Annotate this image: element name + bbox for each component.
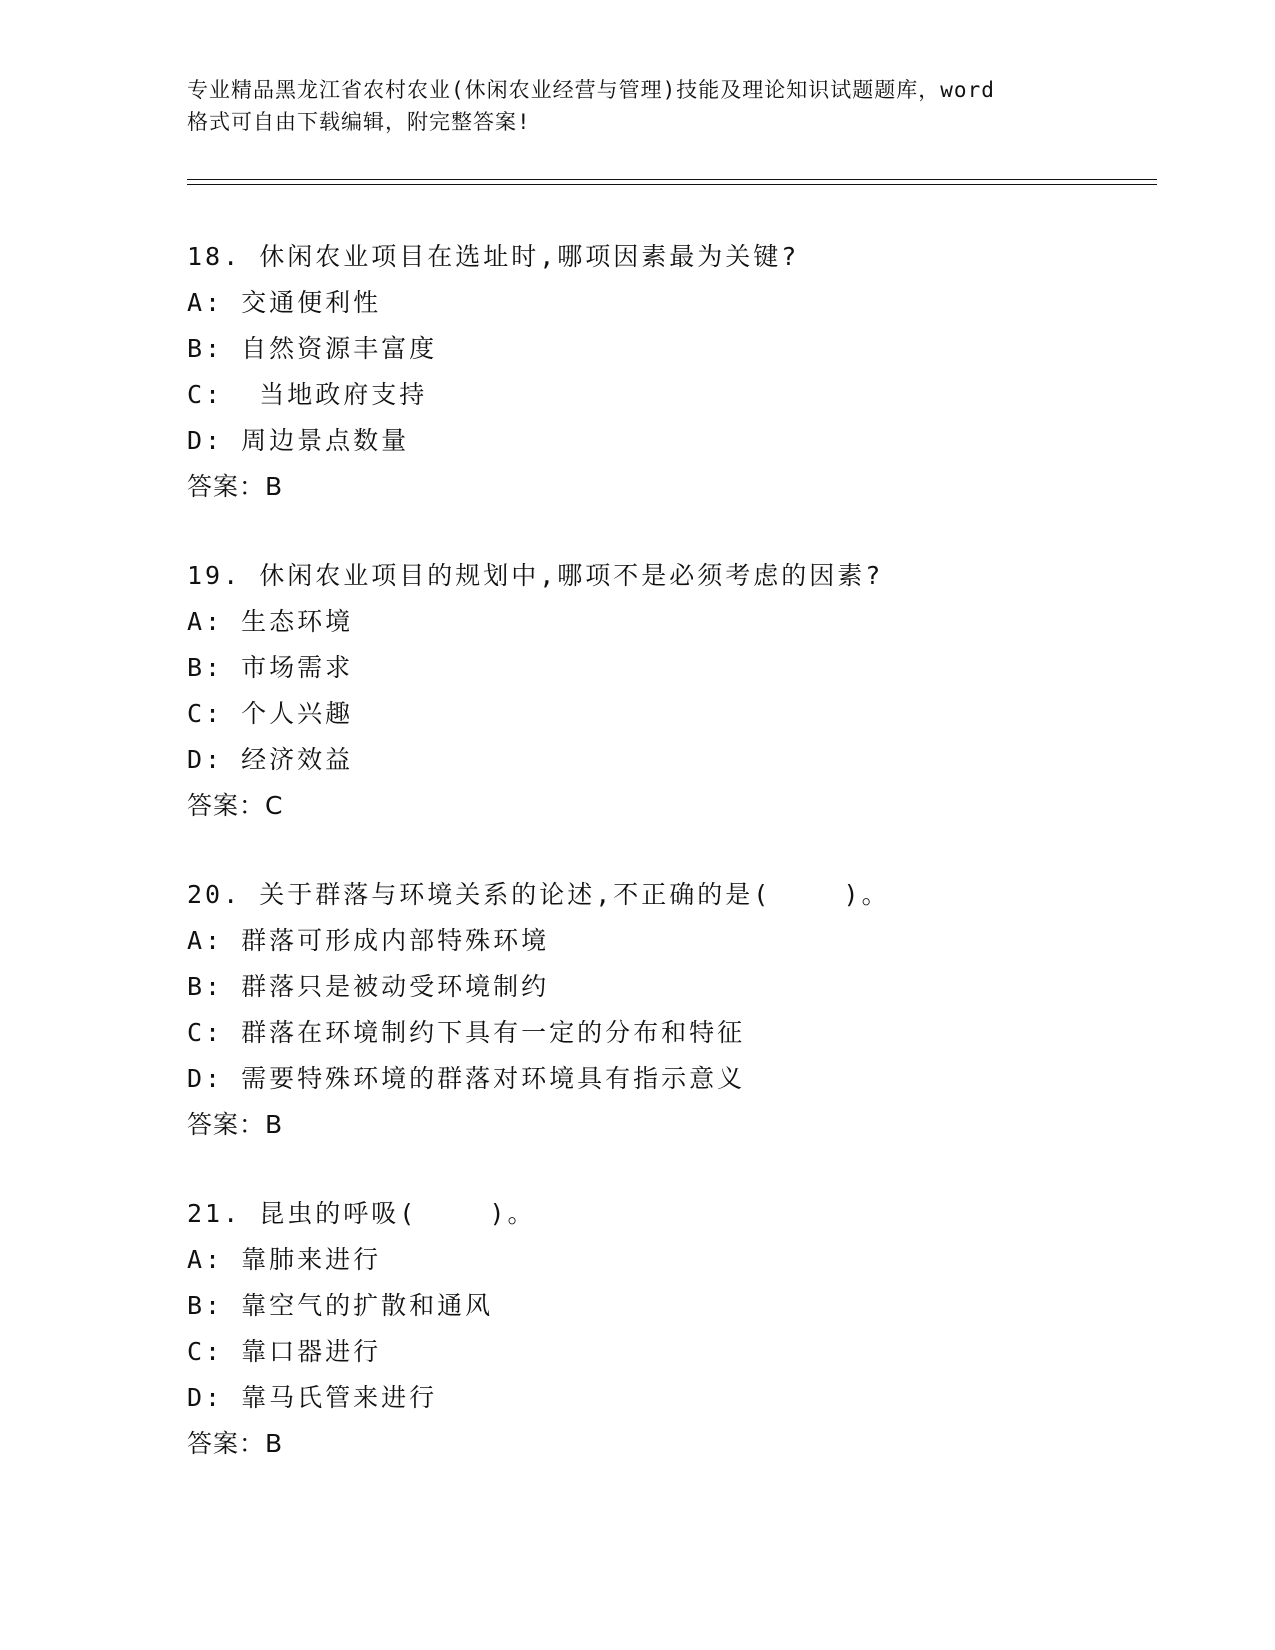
option-b: B: 群落只是被动受环境制约: [187, 972, 550, 1001]
question-18: [187, 234, 1147, 510]
header-line-2: 格式可自由下载编辑，附完整答案!: [187, 110, 531, 134]
question-20: [187, 872, 1147, 1148]
option-b: B: 自然资源丰富度: [187, 334, 438, 363]
option-b: B: 靠空气的扩散和通风: [187, 1291, 494, 1320]
answer-label: 答案：C: [187, 791, 284, 820]
answer-label: 答案：B: [187, 1110, 284, 1139]
option-d: D: 需要特殊环境的群落对环境具有指示意义: [187, 1064, 746, 1093]
question-19: [187, 553, 1147, 829]
question-21: [187, 1191, 1147, 1467]
option-b: B: 市场需求: [187, 653, 354, 682]
question-stem: 20. 关于群落与环境关系的论述,不正确的是( )。: [187, 880, 890, 909]
option-a: A: 群落可形成内部特殊环境: [187, 926, 550, 955]
option-a: A: 靠肺来进行: [187, 1245, 382, 1274]
option-c: C: 当地政府支持: [187, 380, 428, 409]
header-divider-bottom: [187, 184, 1157, 185]
option-c: C: 群落在环境制约下具有一定的分布和特征: [187, 1018, 746, 1047]
question-stem: 21. 昆虫的呼吸( )。: [187, 1199, 536, 1228]
answer-label: 答案：B: [187, 1429, 284, 1458]
document-header: [187, 74, 1087, 138]
answer-label: 答案：B: [187, 472, 284, 501]
option-d: D: 靠马氏管来进行: [187, 1383, 438, 1412]
option-c: C: 靠口器进行: [187, 1337, 382, 1366]
option-a: A: 生态环境: [187, 607, 354, 636]
option-c: C: 个人兴趣: [187, 699, 354, 728]
header-divider-top: [187, 179, 1157, 180]
question-stem: 19. 休闲农业项目的规划中,哪项不是必须考虑的因素?: [187, 561, 884, 590]
option-d: D: 经济效益: [187, 745, 354, 774]
option-a: A: 交通便利性: [187, 288, 382, 317]
question-stem: 18. 休闲农业项目在选址时,哪项因素最为关键?: [187, 242, 800, 271]
option-d: D: 周边景点数量: [187, 426, 410, 455]
header-line-1: 专业精品黑龙江省农村农业(休闲农业经营与管理)技能及理论知识试题题库，word: [187, 78, 995, 102]
